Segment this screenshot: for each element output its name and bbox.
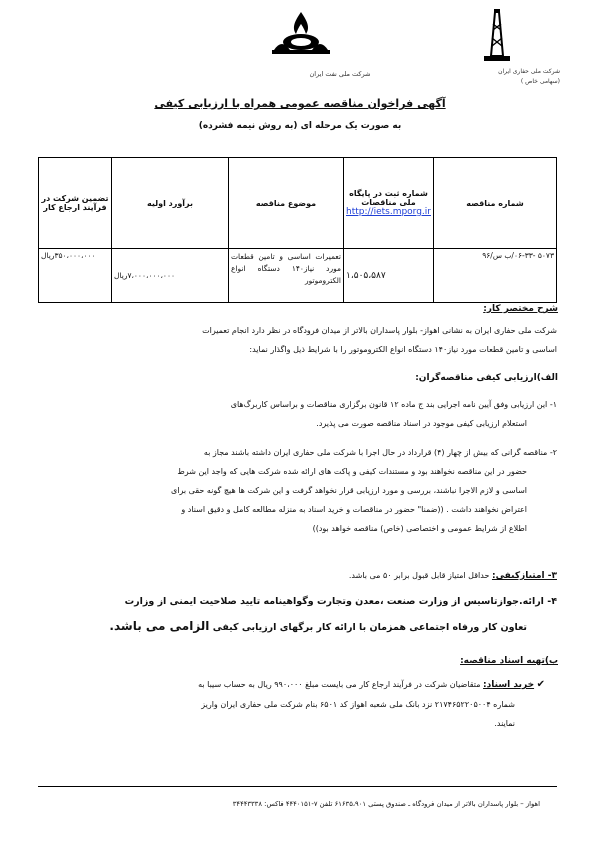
section-a-item-4 [38,590,557,640]
cell-registration: ۱،۵۰۵،۵۸۷ [344,249,434,303]
page-title-text: آگهی فراخوان مناقصه عمومی همراه با ارزیابی کیفی [154,97,446,110]
summary-line-2: اساسی و تامین قطعات مورد نیاز۱۴۰ دستگاه انواع الکتروموتور را با شرایط ذیل واگذار نماید: [249,345,557,354]
cell-estimate: ۷،۰۰۰،۰۰۰،۰۰۰ریال [112,249,229,303]
section-a-item-2 [38,443,557,538]
header-subject: موضوع مناقصه [229,158,344,249]
registration-link[interactable]: http://iets.mporg.ir [346,207,431,217]
item-2-line-5: اطلاع از شرایط عمومی و اختصاصی (خاص) مناقصه خواهد بود)) [312,524,527,533]
page-subtitle: به صورت یک مرحله ای (به روش نیمه فشرده) [198,121,402,131]
org-left-name: شرکت ملی حفاری ایران [498,68,560,75]
item-2-line-1: ۲- مناقصه گرانی که بیش از چهار (۴) قرارداد در حال اجرا با شرکت ملی حفاری ایران داشته باشند مجاز به [203,448,557,457]
item-4-line-2 [38,614,557,640]
checkmark-icon: ✔ [536,679,545,690]
header-registration-label: شماره ثبت در پایگاه ملی مناقصات [349,189,428,207]
section-b-heading [300,656,558,666]
section-b-heading-text: ب)تهیه اسناد مناقصه: [460,656,558,666]
table-row [39,249,557,303]
header-registration [344,158,434,249]
summary-text [38,321,557,359]
tender-table [38,157,557,303]
item-2-line-4: اعتراض نخواهند داشت . ((ضمنا" حضور در مناقصات و خرید اسناد به منزله مطالعه کامل و دقیق اسناد و [181,505,527,514]
tender-table-header-row [39,158,557,249]
summary-line-1: شرکت ملی حفاری ایران به نشانی اهواز- بلوار پاسداران بالاتر از میدان فرودگاه در نظر دارد انجام تعمیرات [202,326,557,335]
cell-guarantee: ۳۵۰،۰۰۰،۰۰۰ریال [39,249,112,303]
item-2-line-3: اساسی و لازم الاجرا نباشند، بررسی و مورد ارزیابی قرار نخواهد گرفت و این شرکت ها هیچ گونه حقی برای [171,486,527,495]
org-left-caption [470,67,560,87]
page-title [100,97,500,110]
section-a-heading: الف)ارزیابی کیفی مناقصه‌گران: [415,373,558,383]
section-a-item-3 [38,566,557,586]
footer-address: اهواز – بلوار پاسداران بالاتر از میدان فرودگاه ـ صندوق پستی ۶۱۶۳۵،۹۰۱ تلفن ۷-۴۴۴۰۱۵۱ فاکس: ۳۴۴۴۳۳۳۸ [232,800,540,808]
org-left-subtitle: (سهامی خاص ) [520,78,560,85]
purchase-label: خرید اسناد: [483,680,535,690]
org-right-caption: شرکت ملی نفت ایران [309,70,371,78]
header-tender-number: شماره مناقصه [434,158,557,249]
cell-subject: تعمیرات اساسی و تامین قطعات مورد نیاز۱۴۰ دستگاه انواع الکتروموتور [229,249,344,303]
item-1-line-2: استعلام ارزیابی کیفی موجود در اسناد مناقصه صورت می پذیرد. [316,419,527,428]
item-1-line-1: ۱- این ارزیابی وفق آیین نامه اجرایی بند ج ماده ۱۲ قانون برگزاری مناقصات و براساس کاربرگ‌های [230,400,557,409]
purchase-line-1 [38,675,557,695]
item-2-line-2: حضور در این مناقصه نخواهند بود و مستندات کیفی و پاکت های ارائه شده شرکت هایی که واجد این شرط [177,467,527,476]
header-estimate: برآورد اولیه [112,158,229,249]
purchase-line-3: نمایند. [494,719,515,728]
footer-divider [38,786,557,787]
section-b-purchase [38,675,557,733]
item-3-label: ۳- امتیازکیفی: [491,571,557,581]
drilling-rig-logo-icon [482,8,512,62]
cell-tender-number: ۵۰۷۳ -۰۶-۳۳/ب س/۹۶ [434,249,557,303]
header-guarantee: تضمین شرکت در فرآیند ارجاع کار [39,158,112,249]
item-4-emphasis: الزامی می باشد. [109,619,210,633]
purchase-line-2: شماره ۲۱۷۴۶۵۲۲۰۵۰۰۴ نزد بانک ملی شعبه اهواز کد ۶۵۰۱ بنام شرکت ملی حفاری ایران واریز [201,700,515,709]
item-3-text: حداقل امتیاز قابل قبول برابر ۵۰ می باشد. [348,571,490,580]
section-a-item-1 [38,395,557,433]
nioc-logo-icon [270,10,332,56]
purchase-line-1-text: متقاضیان شرکت در فرآیند ارجاع کار می بایست مبلغ ۹۹۰،۰۰۰ ریال به حساب سیبا به [198,680,481,689]
item-4-line-2-text: تعاون کار ورفاه اجتماعی همزمان با ارائه کار برگهای ارزیابی کیفی [212,622,527,633]
item-4-line-1: ۴- ارائه.جوازتاسیس از وزارت صنعت ،معدن وتجارت وگواهینامه تایید صلاحیت ایمنی از وزارت [124,596,557,607]
summary-heading: شرح مختصر کار: [483,304,558,314]
